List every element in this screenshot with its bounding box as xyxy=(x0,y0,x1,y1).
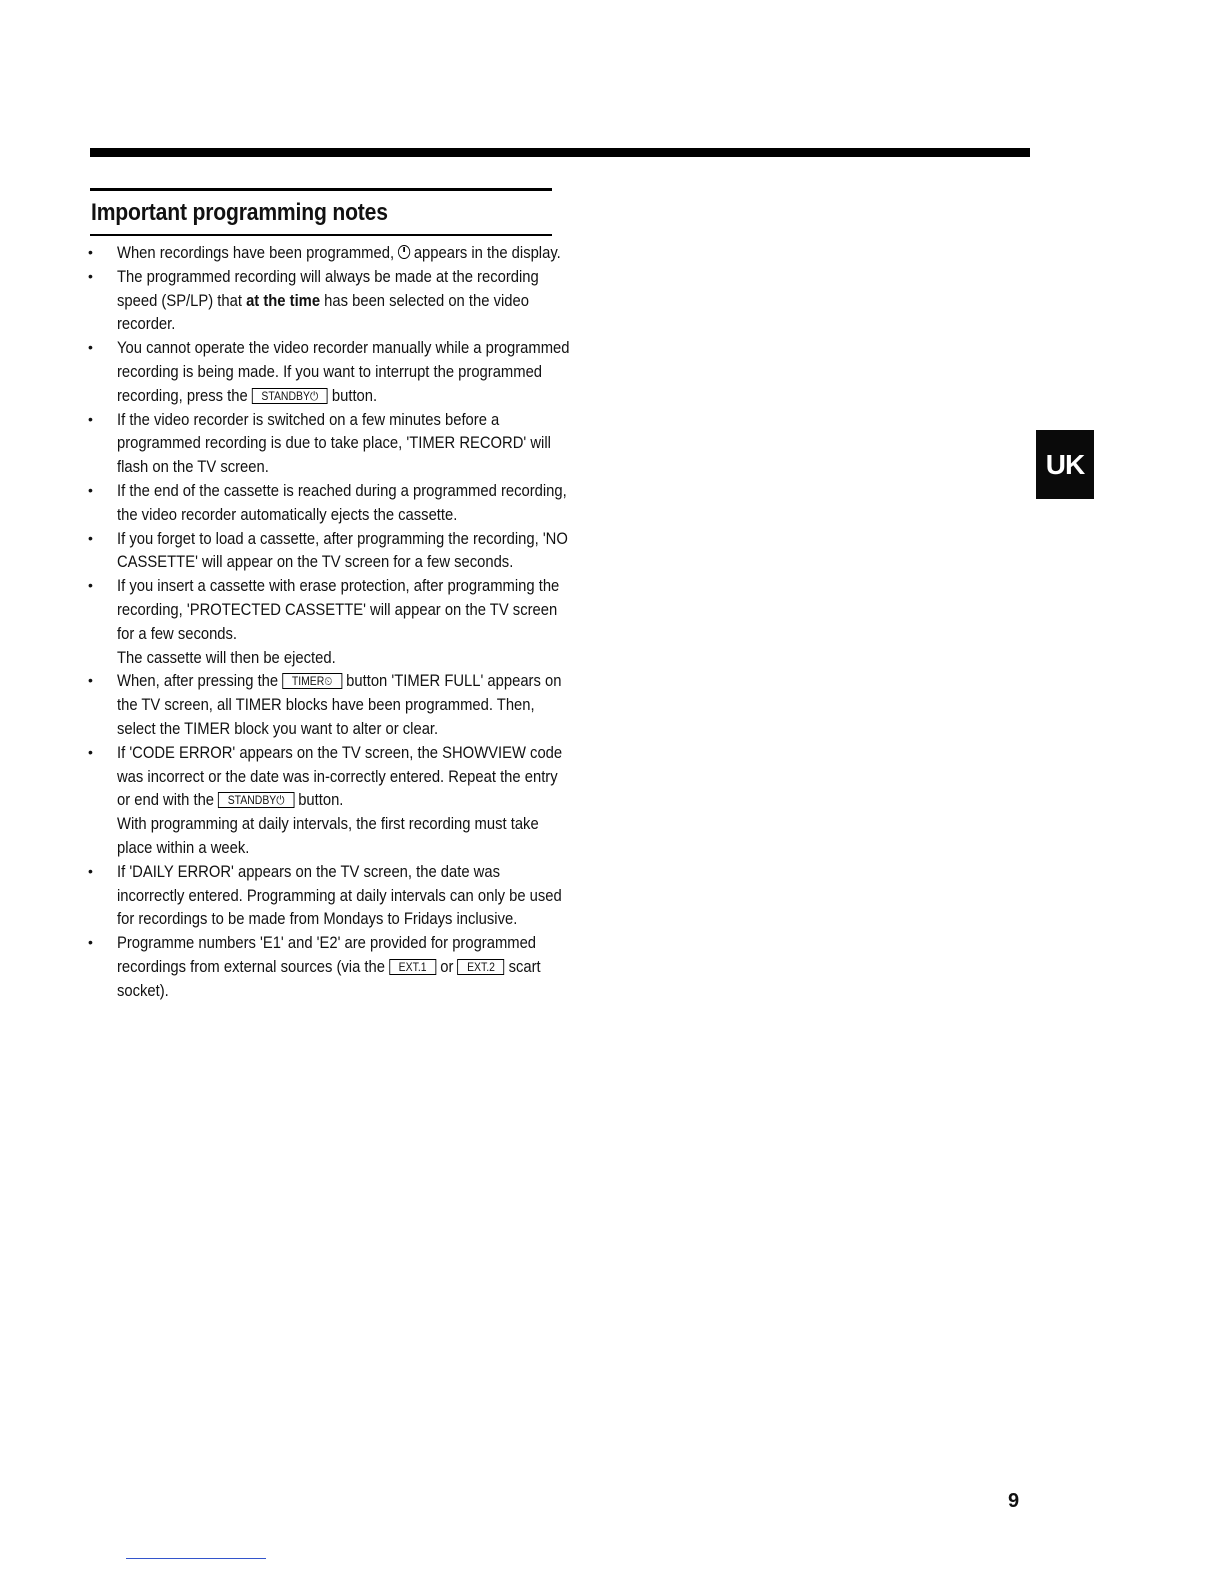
timer-key-label: TIMER⏲ xyxy=(282,673,342,689)
standby-key-label: STANDBY⏻ xyxy=(252,388,328,404)
standby-key-label: STANDBY⏻ xyxy=(218,792,294,808)
note-text: If 'CODE ERROR' appears on the TV screen, the SHOWVIEW code was incorrect or the date was in-correctly entered. Repeat the entry or end with the xyxy=(117,742,563,810)
ext1-key-label: EXT.1 xyxy=(389,959,436,975)
list-item xyxy=(88,931,558,1002)
ext2-key-label: EXT.2 xyxy=(457,959,504,975)
title-underline xyxy=(90,234,552,236)
list-item xyxy=(88,527,568,575)
note-text: or xyxy=(440,956,454,976)
note-text: The programmed recording will always be made at the recording speed (SP/LP) that xyxy=(117,266,539,310)
note-text: Programme numbers 'E1' and 'E2' are provided for programmed recordings from external sources (via the xyxy=(117,933,537,976)
note-text: button 'TIMER FULL' appears on the TV screen, all TIMER blocks have been programmed. Then, select the TIMER block you want to alter or clear. xyxy=(117,671,562,738)
page-number: 9 xyxy=(1008,1490,1020,1512)
note-text: When, after pressing the xyxy=(117,671,279,691)
list-item: • When recordings have been programmed, appears in the display. xyxy=(88,241,558,265)
list-item xyxy=(88,860,562,931)
list-item xyxy=(88,479,567,527)
note-text: If the video recorder is switched on a few minutes before a programmed recording is due to take place, 'TIMER RECORD' will flash on the TV screen. xyxy=(117,409,551,477)
note-text: scart socket). xyxy=(117,956,541,1000)
note-text: You cannot operate the video recorder manually while a programmed recording is being made. If you want to interrupt the programmed recording, press the xyxy=(117,338,570,405)
top-rule xyxy=(90,148,1030,157)
note-text: With programming at daily intervals, the first recording must take place within a week. xyxy=(117,814,539,857)
note-emphasis: at the time xyxy=(246,290,321,310)
timer-clock-icon xyxy=(398,245,410,259)
note-text: The cassette will then be ejected. xyxy=(117,647,336,667)
list-item xyxy=(88,265,558,336)
note-text: If you forget to load a cassette, after programming the recording, 'NO CASSETTE' will appear on the TV screen for a few seconds. xyxy=(117,528,568,572)
list-item xyxy=(88,669,562,740)
section-rule xyxy=(90,188,552,191)
list-item xyxy=(88,336,570,407)
note-text: has been selected on the video recorder. xyxy=(117,290,529,334)
list-item xyxy=(88,574,558,669)
note-text: button. xyxy=(298,790,344,810)
list-item xyxy=(88,741,563,860)
note-text: If 'DAILY ERROR' appears on the TV screen, the date was incorrectly entered. Programming at daily intervals can only be used for recordings to be made from Mondays to Fridays inclusive. xyxy=(117,861,562,929)
section-title: Important programming notes xyxy=(91,199,388,226)
notes-list xyxy=(88,241,570,1003)
note-text: If you insert a cassette with erase protection, after programming the recording, 'PROTECTED CASSETTE' will appear on the TV screen for a few seconds. xyxy=(117,576,560,643)
note-text: If the end of the cassette is reached during a programmed recording, the video recorder automatically ejects the cassette. xyxy=(117,480,567,524)
note-text: button. xyxy=(331,385,378,405)
language-tab: UK xyxy=(1036,430,1094,499)
list-item xyxy=(88,408,558,479)
footer-line xyxy=(126,1558,266,1559)
